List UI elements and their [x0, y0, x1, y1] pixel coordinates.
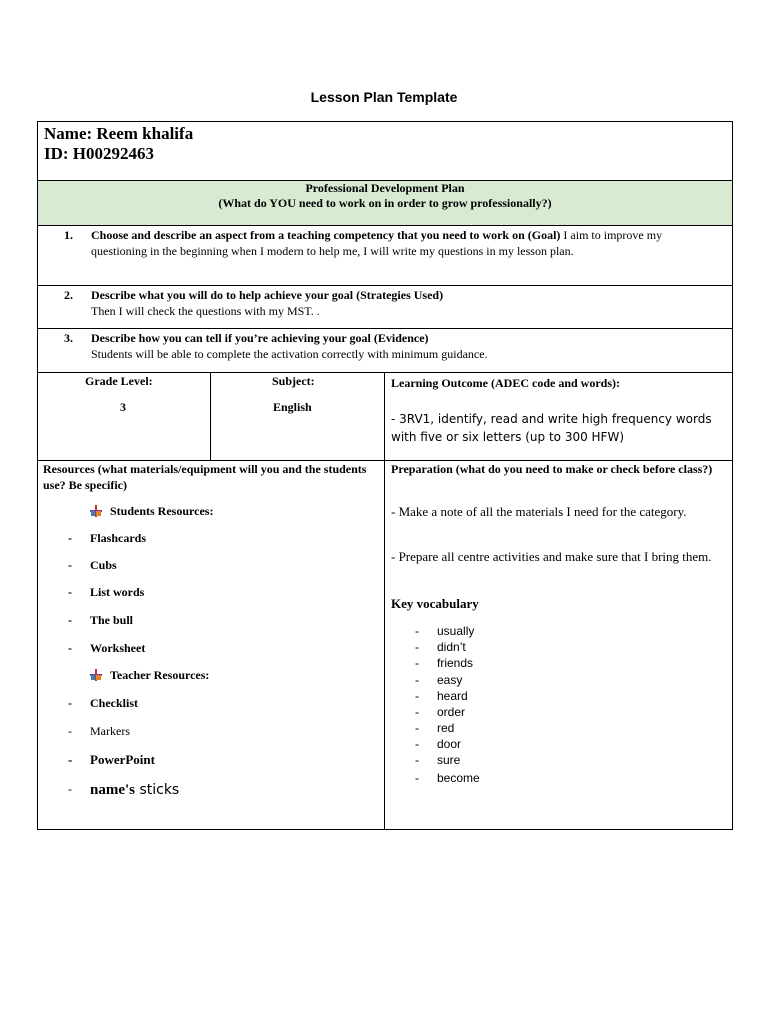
name-id-box [37, 121, 733, 181]
teacher-resources-label: Teacher Resources: [110, 668, 210, 682]
resources-cell: Resources (what materials/equipment will you and the students use? Be specific) Students Resources: - Flashcards - Cubs - List words - The bull - Worksheet Teacher Resources: - Checklist - Markers - PowerPoint - name's sticks [37, 460, 385, 830]
learning-outcome-text: - 3RV1, identify, read and write high frequency words with five or six letters (up to 300 HFW) [391, 412, 712, 444]
question-2 [64, 287, 712, 319]
multicolor-bullet-icon [90, 669, 102, 681]
grade-label: Grade Level: [85, 374, 153, 388]
question-heading: Choose and describe an aspect from a teaching competency that you need to work on (Goal) [91, 228, 561, 242]
subject-value: English [273, 400, 312, 414]
grade-value: 3 [120, 400, 126, 414]
pdp-subtitle: (What do YOU need to work on in order to grow professionally?) [218, 196, 552, 210]
question-answer: I aim to improve my questioning in the beginning when I modern to help me, I will write my questions in my lesson plan. [91, 228, 663, 258]
question-number: 2. [64, 288, 73, 302]
preparation-note-2: - Prepare all centre activities and make sure that I bring them. [391, 549, 712, 564]
question-1-box [37, 225, 733, 286]
key-vocabulary-label: Key vocabulary [391, 596, 479, 611]
students-resources-label: Students Resources: [110, 504, 214, 518]
preparation-cell: Preparation (what do you need to make or check before class?) - Make a note of all the materials I need for the category. - Prepare all centre activities and make sure that I bring them. Key vocabulary - usually - didn’t - friends - easy - heard - order - red - door - sure - become [384, 460, 733, 830]
student-id: ID: H00292463 [44, 144, 155, 163]
subject-label: Subject: [272, 374, 315, 388]
resources-heading: Resources (what materials/equipment will you and the students use? Be specific) [43, 462, 367, 492]
pdp-header-box [37, 180, 733, 226]
document-title: Lesson Plan Template [310, 89, 458, 105]
question-3 [64, 330, 712, 362]
question-answer: Students will be able to complete the activation correctly with minimum guidance. [91, 347, 488, 361]
grade-cell [37, 372, 211, 461]
pdp-title: Professional Development Plan [305, 181, 465, 195]
question-answer: Then I will check the questions with my MST. . [91, 304, 320, 318]
multicolor-bullet-icon [90, 505, 102, 517]
question-heading: Describe how you can tell if you’re achieving your goal (Evidence) [91, 331, 429, 345]
preparation-heading: Preparation (what do you need to make or check before class?) [391, 462, 713, 476]
learning-outcome-cell [384, 372, 733, 461]
question-1 [64, 227, 712, 259]
student-name: Name: Reem khalifa [44, 124, 194, 143]
preparation-note-1: - Make a note of all the materials I need for the category. [391, 504, 687, 519]
students-resources-heading [90, 504, 213, 519]
question-number: 3. [64, 331, 73, 345]
question-3-box [37, 328, 733, 373]
subject-cell [210, 372, 385, 461]
question-heading: Describe what you will do to help achieve your goal (Strategies Used) [91, 288, 444, 302]
question-number: 1. [64, 228, 73, 242]
learning-outcome-label: Learning Outcome (ADEC code and words): [391, 376, 620, 390]
question-2-box [37, 285, 733, 329]
teacher-resources-heading [90, 668, 209, 683]
